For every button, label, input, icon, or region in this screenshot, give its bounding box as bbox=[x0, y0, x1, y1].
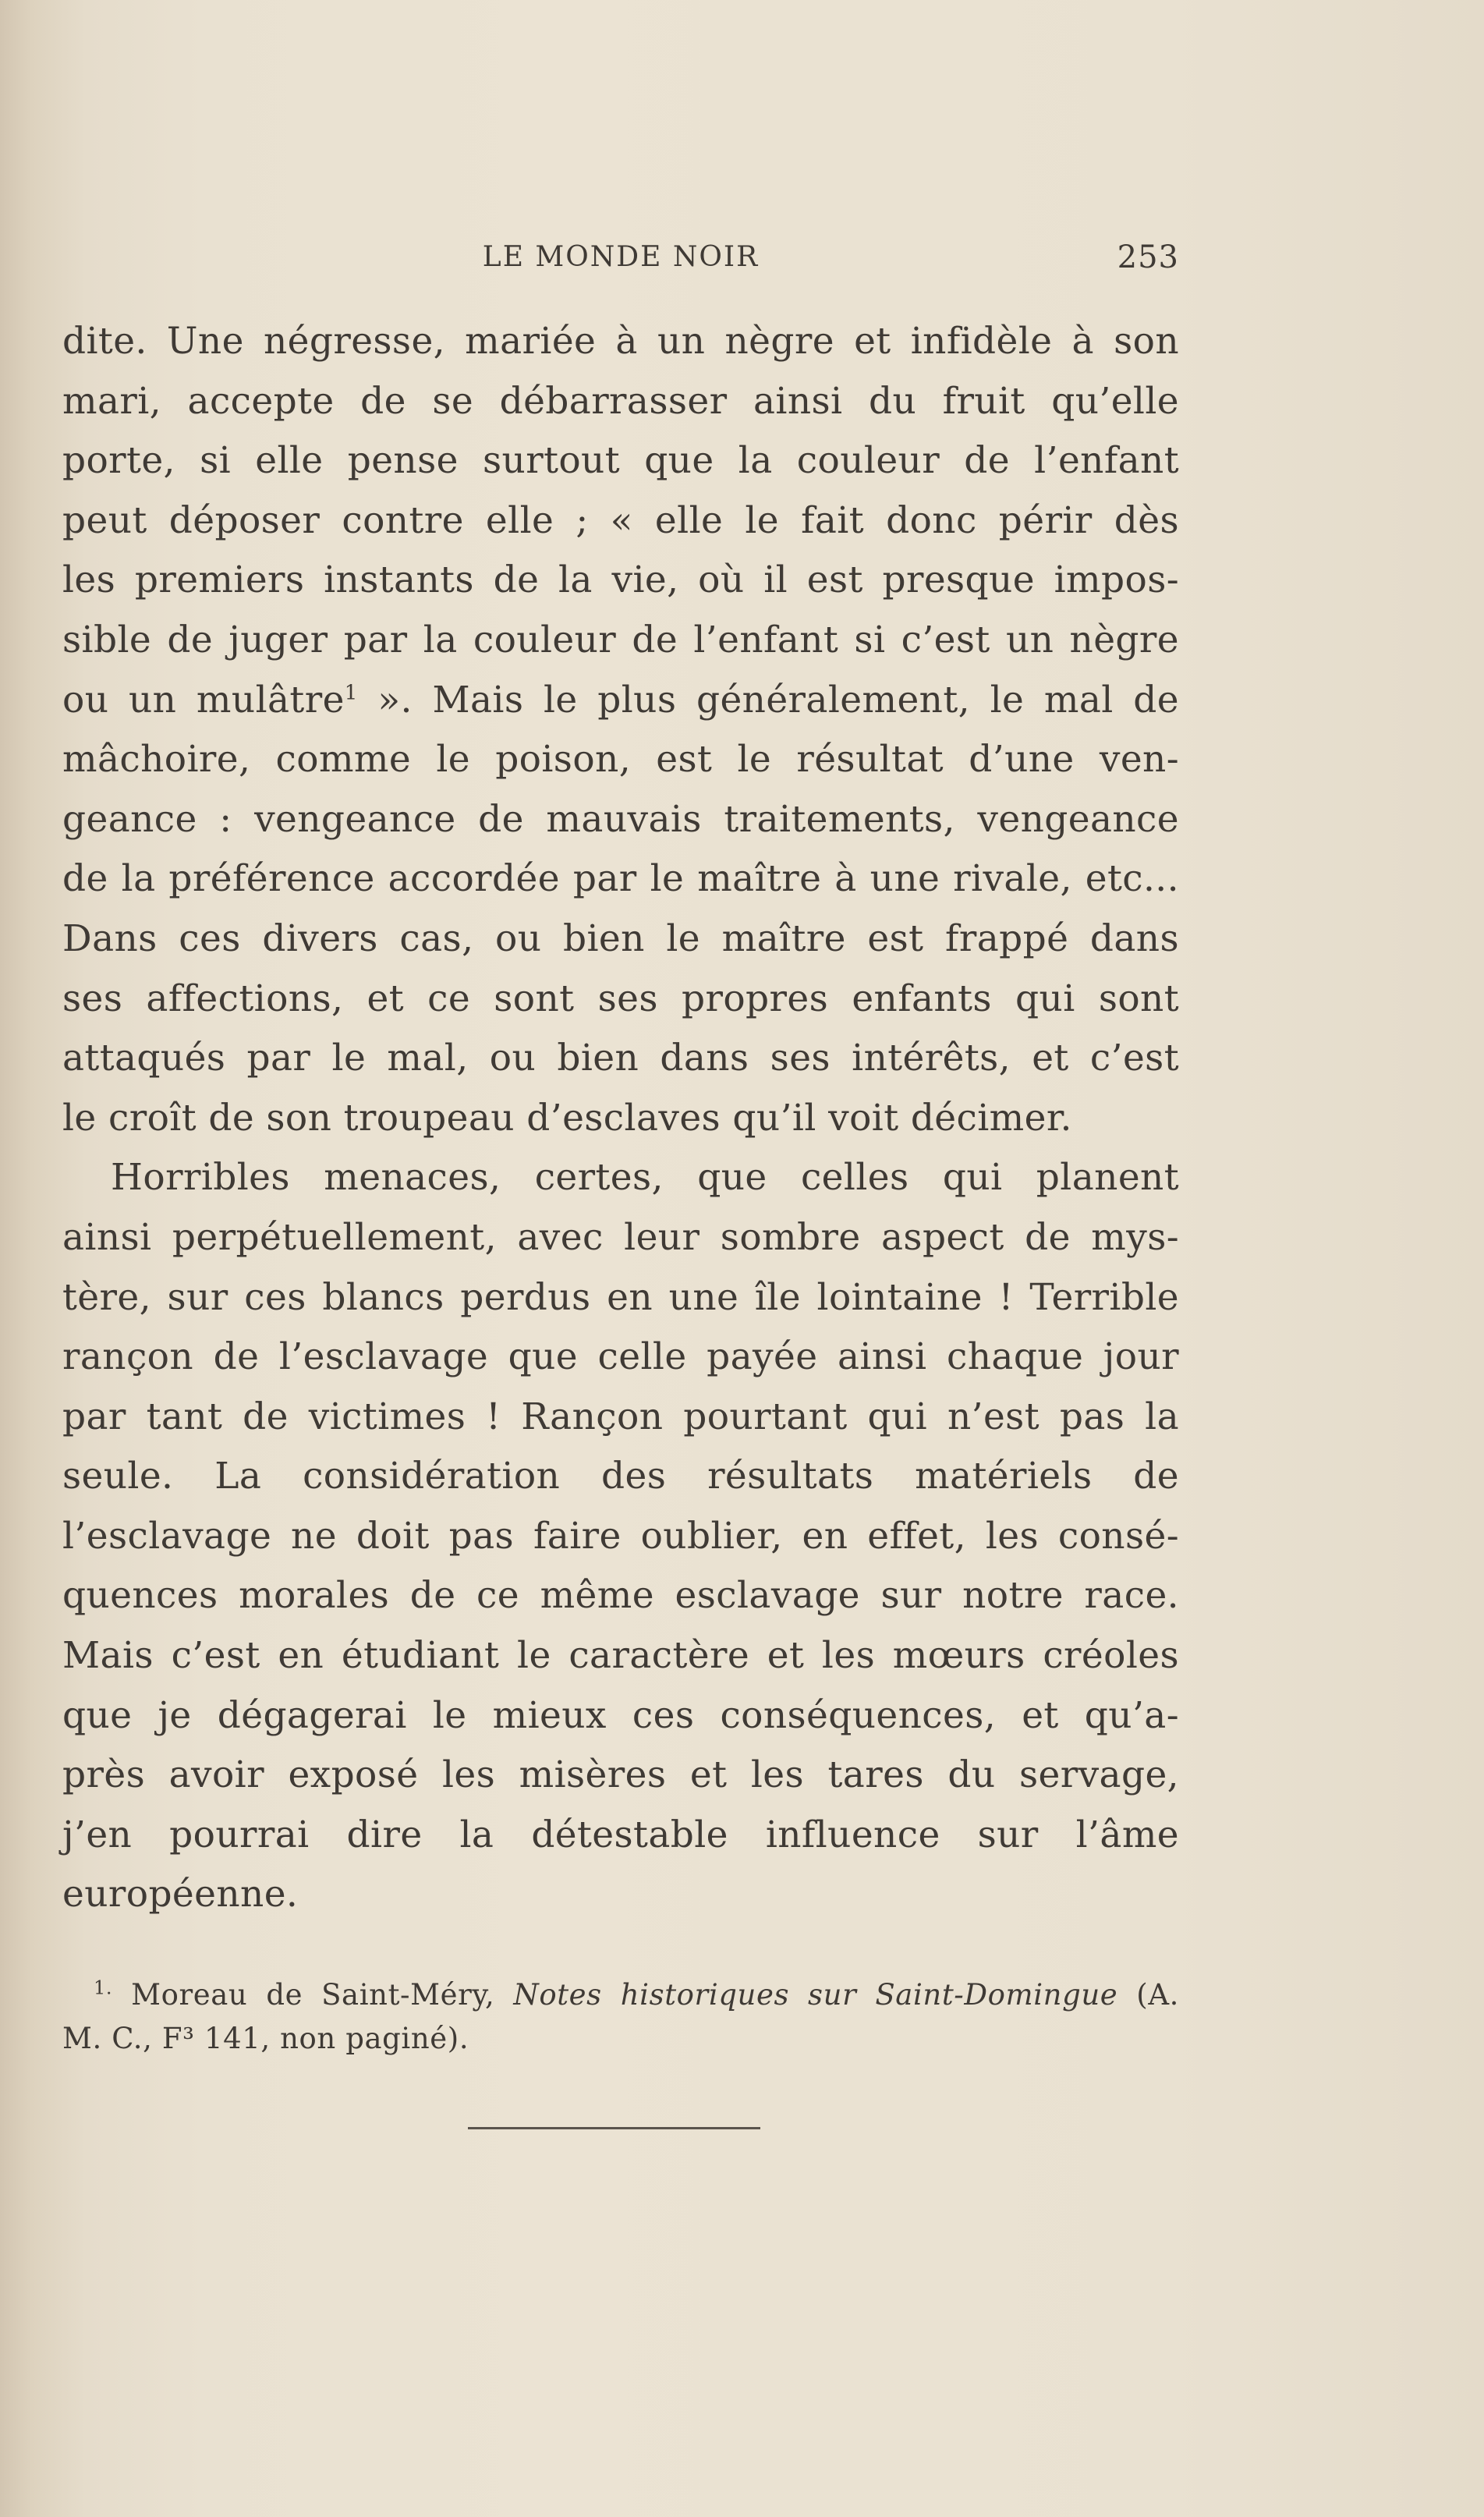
text-line: européenne. bbox=[62, 1873, 299, 1916]
text-line: geance : vengeance de mauvais traitements, vengeance bbox=[62, 797, 1179, 841]
text-line: mâchoire, comme le poison, est le résultat d’une ven- bbox=[62, 738, 1179, 782]
footnote-author: Moreau de Saint-Méry, bbox=[112, 1978, 514, 2012]
text-line: quences morales de ce même esclavage sur notre race. bbox=[62, 1574, 1179, 1618]
text-line: Dans ces divers cas, ou bien le maître est frappé dans bbox=[62, 916, 1179, 960]
text-segment: ». Mais le plus généralement, le mal de bbox=[357, 678, 1179, 721]
text-line: porte, si elle pense surtout que la couleur de l’enfant bbox=[62, 439, 1179, 483]
footnote-line bbox=[62, 1973, 1179, 2017]
end-rule bbox=[468, 2127, 760, 2129]
text-line: Horribles menaces, certes, que celles qui planent bbox=[111, 1156, 1179, 1200]
footnote-text: (A. bbox=[1117, 1978, 1180, 2012]
text-line: ainsi perpétuellement, avec leur sombre aspect de mys- bbox=[62, 1215, 1179, 1259]
text-line: l’esclavage ne doit pas faire oublier, en effet, les consé- bbox=[62, 1514, 1179, 1558]
text-segment: ou un mulâtre bbox=[62, 678, 345, 721]
footnote-line: M. C., F³ 141, non paginé). bbox=[62, 2022, 469, 2055]
footnote-reference[interactable]: 1 bbox=[344, 680, 358, 704]
text-line: près avoir exposé les misères et les tares du servage, bbox=[62, 1753, 1179, 1797]
text-line: le croît de son troupeau d’esclaves qu’il voit décimer. bbox=[62, 1096, 1072, 1140]
text-line: par tant de victimes ! Rançon pourtant qui n’est pas la bbox=[62, 1395, 1179, 1438]
footnote-title: Notes historiques sur Saint-Domingue bbox=[513, 1978, 1118, 2012]
text-line: les premiers instants de la vie, où il est presque impos- bbox=[62, 558, 1179, 602]
text-line-with-note bbox=[62, 671, 1179, 731]
text-line: peut déposer contre elle ; « elle le fait donc périr dès bbox=[62, 498, 1179, 542]
main-text bbox=[62, 312, 1179, 1925]
text-line: dite. Une négresse, mariée à un nègre et infidèle à son bbox=[62, 320, 1179, 363]
text-line: que je dégagerai le mieux ces conséquences, et qu’a- bbox=[62, 1693, 1179, 1737]
text-line: ses affections, et ce sont ses propres enfants qui sont bbox=[62, 977, 1179, 1020]
footnote-marker: 1. bbox=[94, 1976, 113, 1999]
text-line: rançon de l’esclavage que celle payée ainsi chaque jour bbox=[62, 1335, 1179, 1379]
page-header bbox=[62, 234, 1179, 281]
text-line: mari, accepte de se débarrasser ainsi du fruit qu’elle bbox=[62, 379, 1179, 423]
page-number: 253 bbox=[1117, 239, 1179, 275]
text-line: j’en pourrai dire la détestable influence sur l’âme bbox=[62, 1813, 1179, 1856]
text-line: Mais c’est en étudiant le caractère et les mœurs créoles bbox=[62, 1634, 1179, 1678]
text-line: sible de juger par la couleur de l’enfant si c’est un nègre bbox=[62, 618, 1179, 661]
footnote bbox=[62, 1973, 1179, 2061]
running-title: LE MONDE NOIR bbox=[482, 241, 760, 273]
text-line: seule. La considération des résultats matériels de bbox=[62, 1455, 1179, 1498]
text-line: tère, sur ces blancs perdus en une île lointaine ! Terrible bbox=[62, 1275, 1179, 1319]
text-line: de la préférence accordée par le maître à une rivale, etc... bbox=[62, 857, 1179, 901]
text-line: attaqués par le mal, ou bien dans ses intérêts, et c’est bbox=[62, 1037, 1179, 1080]
